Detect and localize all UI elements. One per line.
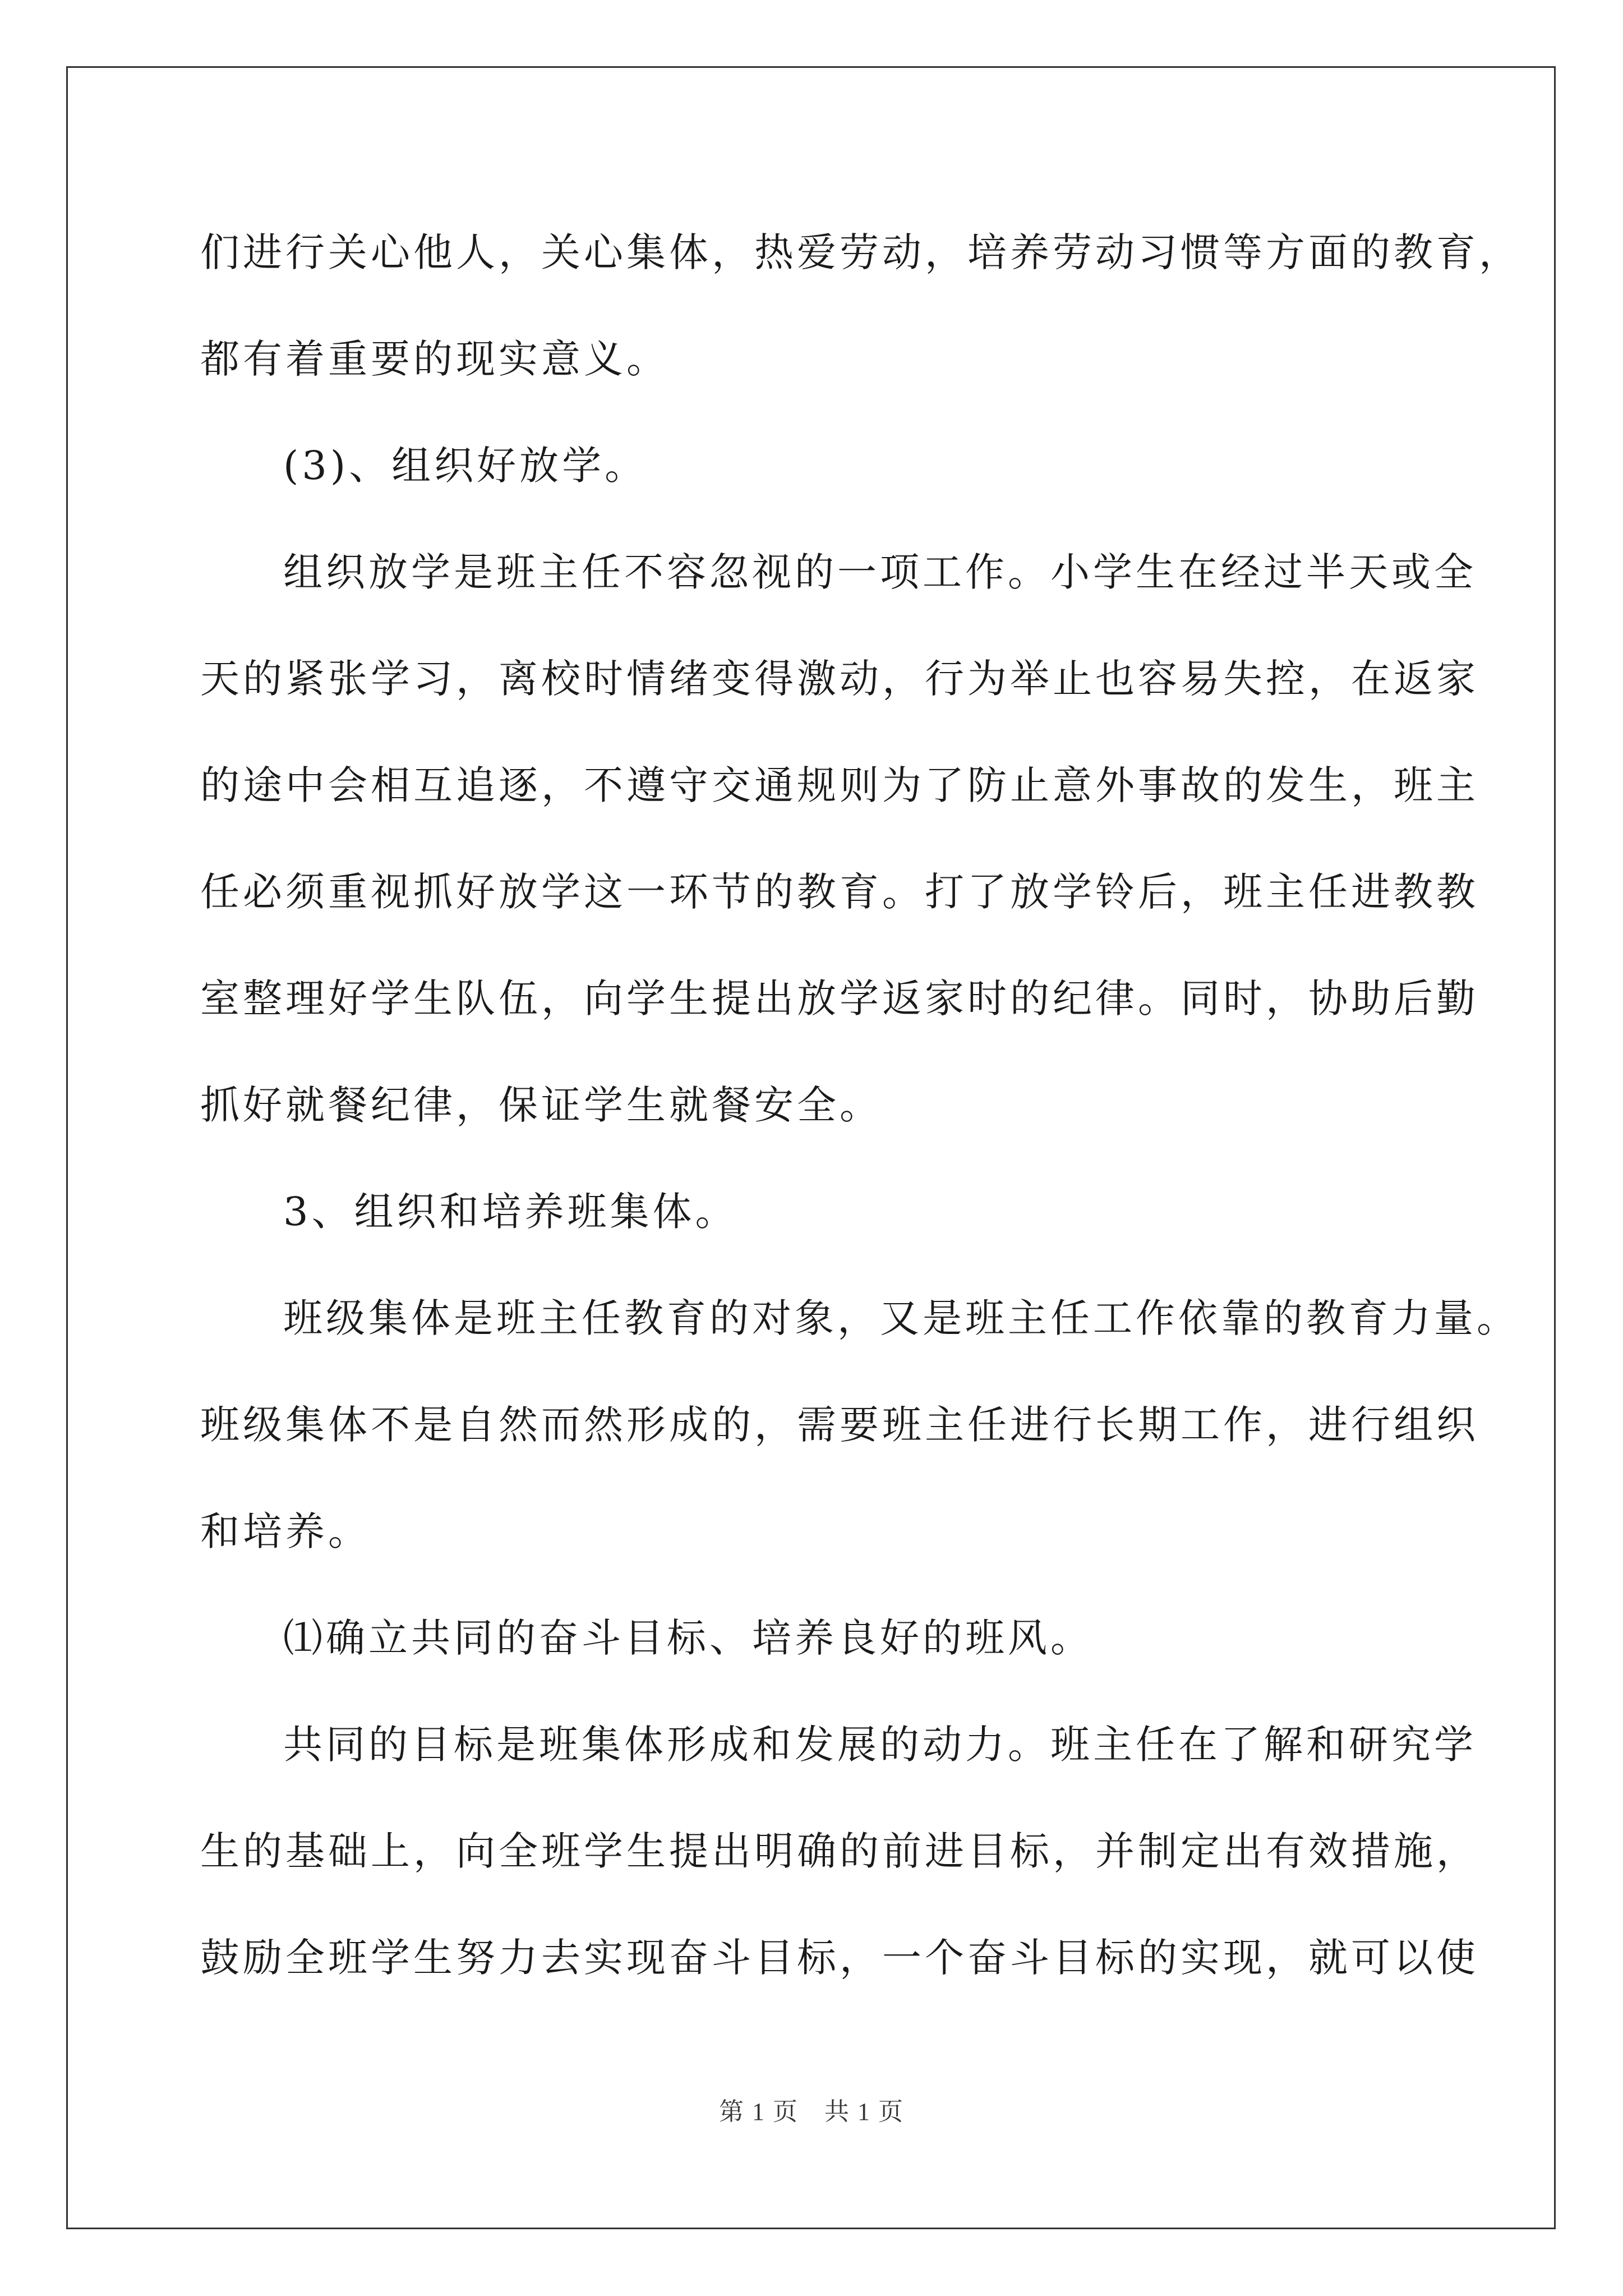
body-line: 室整理好学生队伍，向学生提出放学返家时的纪律。同时，协助后勤 (200, 976, 1479, 1022)
body-line: 鼓励全班学生努力去实现奋斗目标，一个奋斗目标的实现，就可以使 (200, 1935, 1479, 1981)
body-line: 抓好就餐纪律，保证学生就餐安全。 (200, 1082, 882, 1128)
body-line: ⑴确立共同的奋斗目标、培养良好的班风。 (283, 1615, 1093, 1661)
body-line: 3、组织和培养班集体。 (283, 1189, 738, 1235)
body-line: 天的紧张学习，离校时情绪变得激动，行为举止也容易失控，在返家 (200, 656, 1479, 702)
body-line: 班级集体不是自然而然形成的，需要班主任进行长期工作，进行组织 (200, 1402, 1479, 1448)
body-line: 班级集体是班主任教育的对象，又是班主任工作依靠的教育力量。 (283, 1295, 1519, 1341)
body-line: 都有着重要的现实意义。 (200, 336, 669, 382)
body-line: 和培养。 (200, 1508, 371, 1554)
body-line: 生的基础上，向全班学生提出明确的前进目标，并制定出有效措施， (200, 1828, 1479, 1874)
body-line: 们进行关心他人，关心集体，热爱劳动，培养劳动习惯等方面的教育， (200, 229, 1521, 275)
body-line: 共同的目标是班集体形成和发展的动力。班主任在了解和研究学 (283, 1722, 1477, 1768)
body-line: 任必须重视抓好放学这一环节的教育。打了放学铃后，班主任进教教 (200, 869, 1479, 915)
body-line: 的途中会相互追逐，不遵守交通规则为了防止意外事故的发生，班主 (200, 762, 1479, 808)
page-footer: 第 1 页 共 1 页 (719, 2098, 904, 2125)
body-line: (3)、组织好放学。 (283, 443, 648, 489)
body-line: 组织放学是班主任不容忽视的一项工作。小学生在经过半天或全 (283, 549, 1477, 595)
